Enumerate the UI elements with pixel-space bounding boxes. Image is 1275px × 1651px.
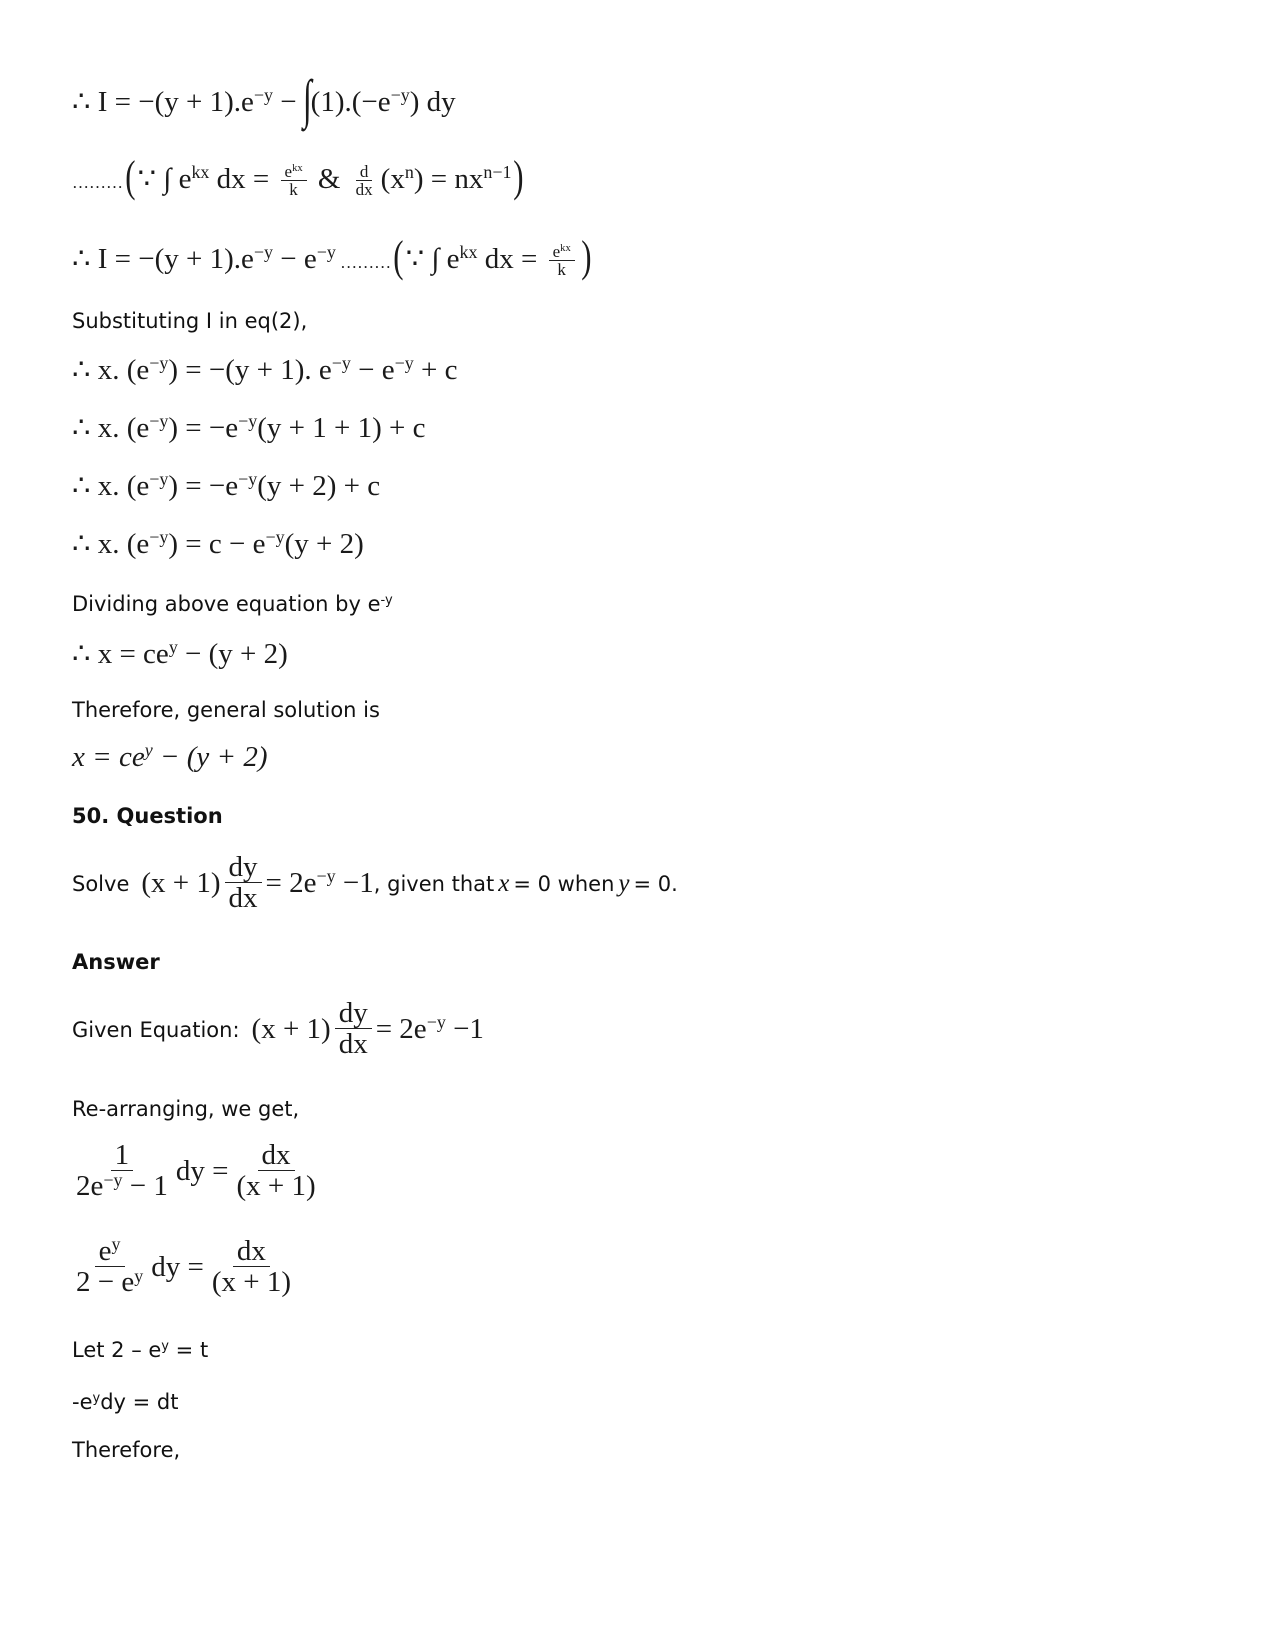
equation-i-result: ∴ $I = -(y + 1).e^{-y} - e^{-y}$ ………(∵ ∫ $e^{kx}$ dx = $\frac{e^{kx}}{k}$ ): [72, 232, 592, 281]
integral-sign: ∫: [302, 69, 312, 129]
text-dividing: Dividing above equation by $e^{-y}$: [72, 592, 393, 616]
fraction: $\frac{e^{kx}}{k}$: [281, 163, 307, 201]
equation-step-3: ∴ x. $(e^{-y}) = -e^{-y}(y + 2) + c$: [72, 469, 381, 502]
fraction: $\frac{d}{dx}$: [355, 161, 373, 200]
equation-separated-1: $\frac{1}{2e^{-y} - 1}$ dy = $\frac{dx}{(x + 1)}$: [72, 1140, 324, 1203]
question-statement: Solve (x + 1) $\frac{dy}{dx}$ = $2e^{-y} -1$ , given that x = 0 when y = 0.: [72, 851, 678, 915]
equation-step-1: ∴ x. $(e^{-y}) = -(y + 1)$. $e^{-y} - e^{-y} + c$: [72, 353, 458, 386]
equation-integration-by-parts: ∴ $I = -(y + 1).e^{-y} - \int(1).(-e^{-y})$ dy: [72, 69, 456, 129]
fraction: $\frac{e^{kx}}{k}$: [549, 243, 575, 281]
text-rearranging: Re-arranging, we get,: [72, 1097, 300, 1121]
fraction: $\frac{e^y}{2 - e^y}$: [76, 1234, 144, 1299]
question-heading: 50. Question: [72, 804, 223, 828]
text-differential: $-e^ydy$ = dt: [72, 1390, 179, 1414]
therefore-symbol: ∴: [72, 86, 91, 118]
fraction: $\frac{dx}{(x + 1)}$: [211, 1235, 291, 1299]
fraction-dy-dx: $\frac{dy}{dx}$: [225, 852, 262, 915]
equation-x-solution: ∴ $x = ce^y - (y + 2)$: [72, 637, 288, 670]
fraction-dy-dx: $\frac{dy}{dx}$: [335, 998, 372, 1061]
text-substituting: Substituting I in eq(2),: [72, 309, 308, 333]
answer-heading: Answer: [72, 950, 160, 974]
fraction: $\frac{1}{2e^{-y} - 1}$: [76, 1139, 168, 1203]
equation-separated-2: $\frac{e^y}{2 - e^y}$ dy = $\frac{dx}{(x + 1)}$: [72, 1236, 299, 1299]
fraction: $\frac{dx}{(x + 1)}$: [236, 1139, 316, 1203]
equation-final-solution: $x = ce^y - (y + 2)$: [72, 740, 268, 773]
given-equation: Given Equation: (x + 1) $\frac{dy}{dx}$ = $2e^{-y} -1$: [72, 997, 484, 1061]
text-therefore: Therefore,: [72, 1438, 181, 1462]
equation-hint-formulas: ………(∵ ∫ $e^{kx}$ dx = $\frac{e^{kx}}{k}$ & $\frac{d}{dx}$ $(x^n) = nx^{n-1}$): [72, 152, 524, 201]
equation-step-4: ∴ x. $(e^{-y}) = c - e^{-y}(y + 2)$: [72, 527, 364, 560]
text-substitution-let: Let $2 - e^y = t$: [72, 1338, 209, 1362]
text-general-solution: Therefore, general solution is: [72, 698, 380, 722]
because-symbol: ∵: [137, 163, 164, 195]
equation-step-2: ∴ x. $(e^{-y}) = -e^{-y}(y + 1 + 1) + c$: [72, 411, 426, 444]
